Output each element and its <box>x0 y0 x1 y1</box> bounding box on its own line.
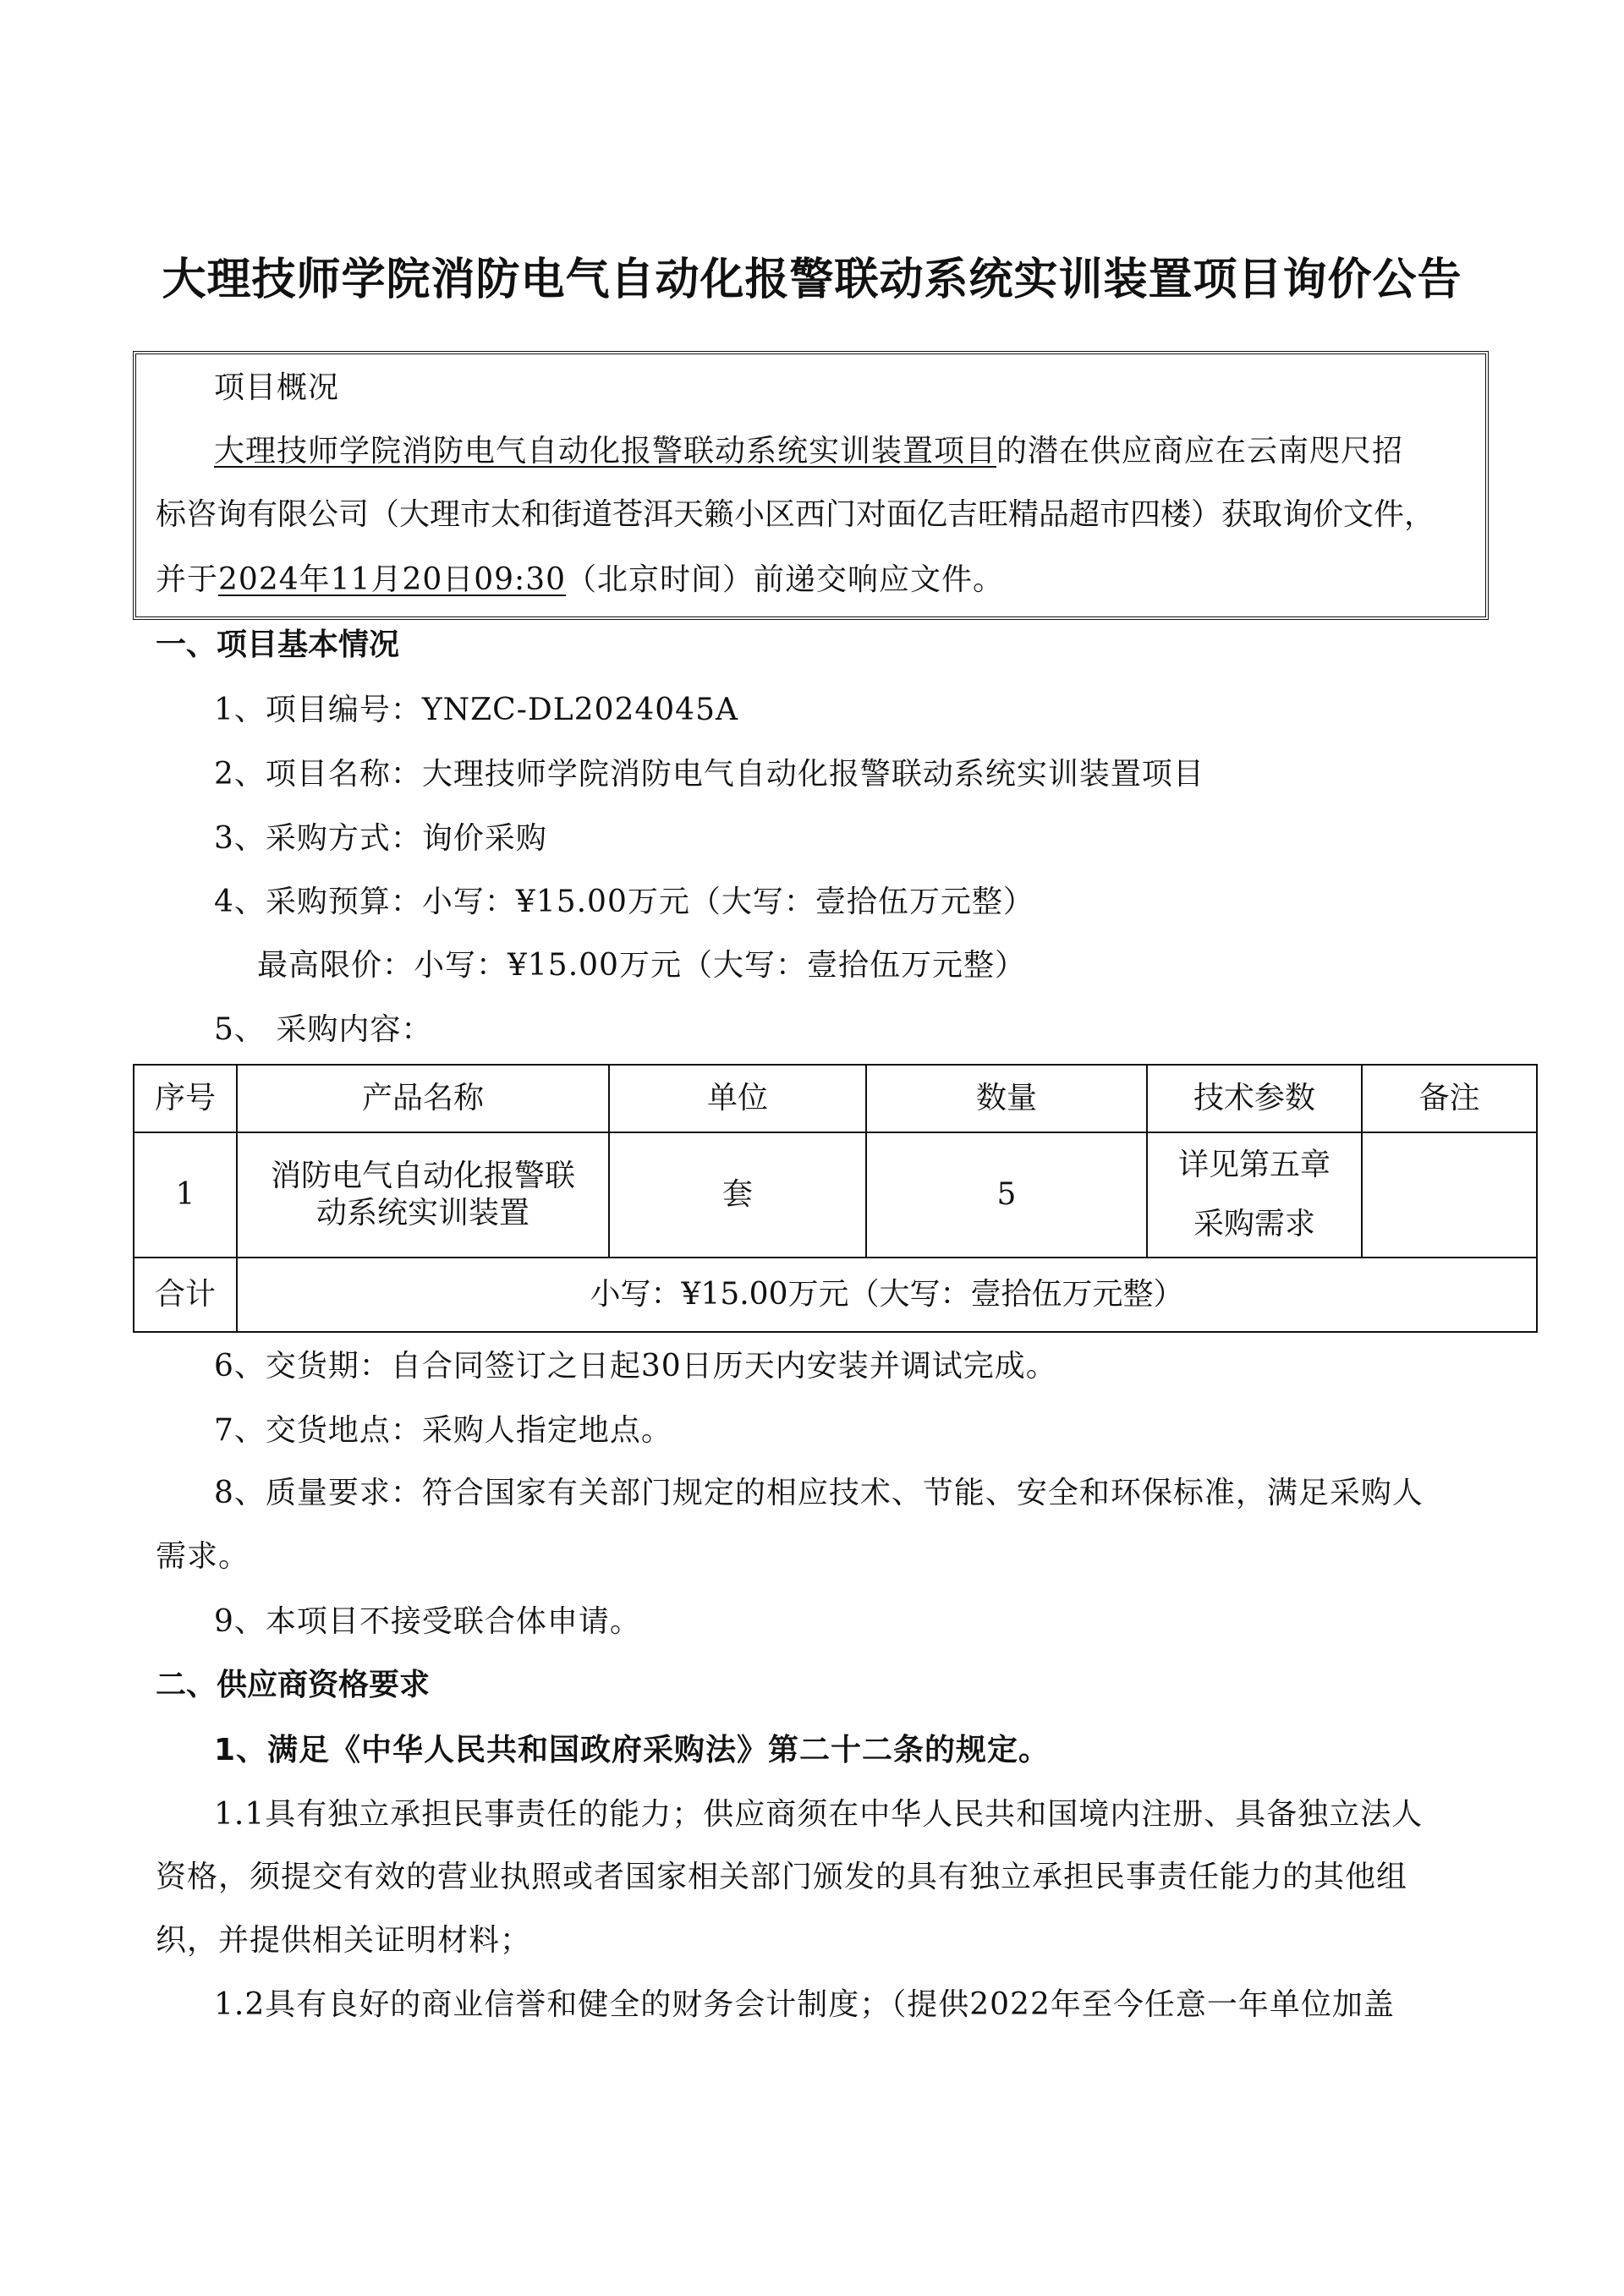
overview-line-3-pre: 并于 <box>156 562 219 597</box>
cell-index: 1 <box>134 1132 237 1258</box>
item-project-name: 2、项目名称：大理技师学院消防电气自动化报警联动系统实训装置项目 <box>214 757 1204 792</box>
item-delivery-location: 7、交货地点：采购人指定地点。 <box>214 1413 672 1448</box>
total-value: 小写：¥15.00万元（大写：壹拾伍万元整） <box>237 1258 1537 1332</box>
requirement-1-1-line-1: 1.1具有独立承担民事责任的能力；供应商须在中华人民共和国境内注册、具备独立法人 <box>214 1797 1424 1832</box>
header-unit: 单位 <box>609 1065 866 1132</box>
header-product-name: 产品名称 <box>237 1065 609 1132</box>
total-label: 合计 <box>134 1258 237 1332</box>
overview-line-3 <box>156 562 1004 599</box>
requirement-1-1-line-3: 织，并提供相关证明材料； <box>156 1923 532 1958</box>
header-index: 序号 <box>134 1065 237 1132</box>
cell-tech-params <box>1147 1132 1362 1258</box>
item-quality-line-1: 8、质量要求：符合国家有关部门规定的相应技术、节能、安全和环保标准，满足采购人 <box>214 1476 1424 1510</box>
header-tech-params: 技术参数 <box>1147 1065 1362 1132</box>
overview-line-2: 标咨询有限公司（大理市太和街道苍洱天籁小区西门对面亿吉旺精品超市四楼）获取询价文件， <box>156 497 1435 532</box>
section-2-heading: 二、供应商资格要求 <box>156 1668 431 1702</box>
header-remarks: 备注 <box>1362 1065 1537 1132</box>
overview-heading: 项目概况 <box>214 370 340 405</box>
cell-product-name-line-2: 动系统实训装置 <box>315 1196 529 1230</box>
item-no-consortium: 9、本项目不接受联合体申请。 <box>214 1604 641 1639</box>
overview-deadline: 2024年11月20日09:30 <box>218 562 566 597</box>
procurement-table <box>133 1064 1538 1333</box>
cell-quantity: 5 <box>866 1132 1147 1258</box>
overview-line-1 <box>214 433 1403 470</box>
cell-product-name <box>237 1132 609 1258</box>
overview-project-name: 大理技师学院消防电气自动化报警联动系统实训装置项目 <box>214 434 997 469</box>
table-row <box>134 1132 1537 1258</box>
table-header-row <box>134 1065 1537 1132</box>
cell-product-name-line-1: 消防电气自动化报警联 <box>270 1159 575 1193</box>
requirement-1-2-line-1: 1.2具有良好的商业信誉和健全的财务会计制度；（提供2022年至今任意一年单位加盖 <box>214 1987 1395 2022</box>
item-delivery-period: 6、交货期：自合同签订之日起30日历天内安装并调试完成。 <box>214 1349 1057 1384</box>
overview-line-1-rest: 的潜在供应商应在云南咫尺招 <box>996 434 1404 469</box>
item-budget: 4、采购预算：小写：¥15.00万元（大写：壹拾伍万元整） <box>214 885 1034 919</box>
section-1-heading: 一、项目基本情况 <box>156 627 400 662</box>
item-procurement-method: 3、采购方式：询价采购 <box>214 821 547 856</box>
item-project-number: 1、项目编号：YNZC-DL2024045A <box>214 693 738 727</box>
cell-tech-params-line-1: 详见第五章 <box>1177 1148 1330 1182</box>
table-total-row <box>134 1258 1537 1332</box>
requirement-1-1-line-2: 资格，须提交有效的营业执照或者国家相关部门颁发的具有独立承担民事责任能力的其他组 <box>156 1860 1408 1894</box>
cell-remarks <box>1362 1132 1537 1258</box>
overview-line-3-post: （北京时间）前递交响应文件。 <box>566 562 1005 597</box>
item-procurement-content: 5、 采购内容： <box>214 1012 433 1047</box>
cell-tech-params-line-2: 采购需求 <box>1193 1207 1315 1241</box>
item-max-price: 最高限价：小写：¥15.00万元（大写：壹拾伍万元整） <box>257 948 1026 983</box>
document-title: 大理技师学院消防电气自动化报警联动系统实训装置项目询价公告 <box>162 255 1462 305</box>
item-quality-line-2: 需求。 <box>156 1539 250 1574</box>
cell-unit: 套 <box>609 1132 866 1258</box>
requirement-1: 1、满足《中华人民共和国政府采购法》第二十二条的规定。 <box>214 1733 1051 1767</box>
header-quantity: 数量 <box>866 1065 1147 1132</box>
